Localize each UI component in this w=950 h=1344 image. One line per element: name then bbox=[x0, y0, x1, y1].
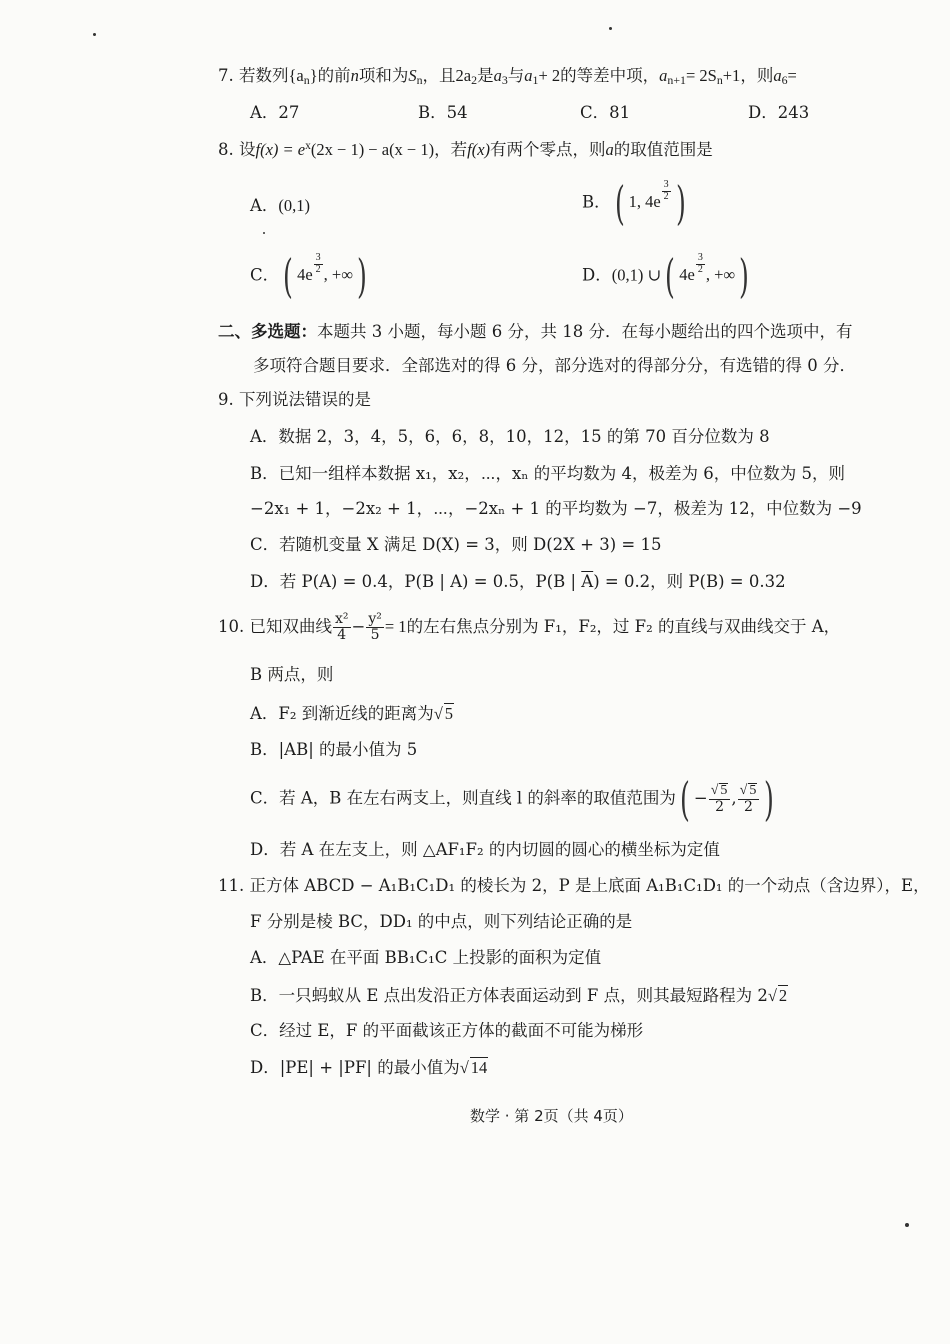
section-multi-choice-heading: 二、多选题：本题共 3 小题，每小题 6 分，共 18 分．在每小题给出的四个选项中，有 bbox=[218, 322, 853, 341]
q10-stem-line2: B 两点，则 bbox=[250, 665, 334, 684]
q10-option-a: A．F₂ 到渐近线的距离为√ 5 bbox=[250, 704, 454, 723]
section-multi-choice-rules: 多项符合题目要求．全部选对的得 6 分，部分选对的得部分分，有选错的得 0 分． bbox=[253, 356, 856, 375]
q9-stem: 9. 下列说法错误的是 bbox=[218, 390, 371, 409]
scan-speck bbox=[905, 1223, 909, 1227]
q8-option-b: B．( 1, 4e $\frac{3}{2}$ ) bbox=[582, 176, 686, 230]
q7-option-a: A．27 bbox=[250, 103, 300, 122]
q11-option-c: C．经过 E，F 的平面截该正方体的截面不可能为梯形 bbox=[250, 1021, 644, 1040]
scan-speck bbox=[93, 33, 96, 36]
q9-option-a: A．数据 2，3，4，5，6，6，8，10，12，15 的第 70 百分位数为 8 bbox=[250, 427, 770, 446]
q7-stem: 7. 若数列{an}的前n项和为Sn，且2a2是a3与a1+ 2的等差中项，an+1= 2Sn+1，则a6= bbox=[218, 66, 797, 87]
q8-option-d: D．(0,1) ∪( 4e $\frac{3}{2}$ , +∞) bbox=[582, 249, 750, 303]
q9-option-b-line2: −2x₁ + 1，−2x₂ + 1，⋯，−2xₙ + 1 的平均数为 −7，极差为 12，中位数为 −9 bbox=[250, 499, 862, 518]
scan-speck bbox=[609, 27, 612, 30]
q9-option-d: D．若 P(A) = 0.4，P(B | A) = 0.5，P(B | $\overline{A}) = 0.2$，则 P(B) = 0.32 bbox=[250, 572, 786, 591]
q8-option-a: A．(0,1) bbox=[250, 196, 311, 215]
q11-option-a: A．△PAE 在平面 BB₁C₁C 上投影的面积为定值 bbox=[250, 948, 602, 967]
q11-stem-line2: F 分别是棱 BC，DD₁ 的中点，则下列结论正确的是 bbox=[250, 912, 633, 931]
q10-option-b: B．|AB| 的最小值为 5 bbox=[250, 740, 418, 759]
q10-option-c: C．若 A，B 在左右两支上，则直线 l 的斜率的取值范围为( − $\frac{√ 5}{2}$ , $\frac{√ 5}{2}$ ) bbox=[250, 772, 775, 826]
q7-option-d: D．243 bbox=[748, 103, 810, 122]
page-footer: 数学 · 第 2页（共 4页） bbox=[470, 1107, 633, 1125]
q10-option-d: D．若 A 在左支上，则 △AF₁F₂ 的内切圆的圆心的横坐标为定值 bbox=[250, 840, 720, 859]
scan-speck bbox=[263, 232, 265, 234]
q8-option-c: C．( 4e $\frac{3}{2}$ , +∞) bbox=[250, 249, 367, 303]
q11-option-b: B．一只蚂蚁从 E 点出发沿正方体表面运动到 F 点，则其最短路程为 2√ 2 bbox=[250, 986, 788, 1005]
q11-option-d: D．|PE| + |PF| 的最小值为√ 14 bbox=[250, 1058, 488, 1077]
q10-stem: 10. 已知双曲线 $\frac{\text{x²}}{4}$ − $\frac{\text{y²}}{5}$ = 1的左右焦点分别为 F₁，F₂，过 F₂ 的直线与双曲线交于 A， bbox=[218, 611, 841, 643]
q11-stem-line1: 11. 正方体 ABCD − A₁B₁C₁D₁ 的棱长为 2，P 是上底面 A₁B₁C₁D₁ 的一个动点（含边界），E， bbox=[218, 876, 930, 895]
q9-option-b-line1: B．已知一组样本数据 x₁，x₂，⋯，xₙ 的平均数为 4，极差为 6，中位数为 5，则 bbox=[250, 464, 845, 483]
q7-option-b: B．54 bbox=[418, 103, 468, 122]
q9-option-c: C．若随机变量 X 满足 D(X) = 3，则 D(2X + 3) = 15 bbox=[250, 535, 662, 554]
q7-option-c: C．81 bbox=[580, 103, 631, 122]
q8-stem: 8. 设$f(x) = e^x(2x - 1) - a(x - 1)$，若f(x)有两个零点，则a的取值范围是 bbox=[218, 139, 713, 159]
